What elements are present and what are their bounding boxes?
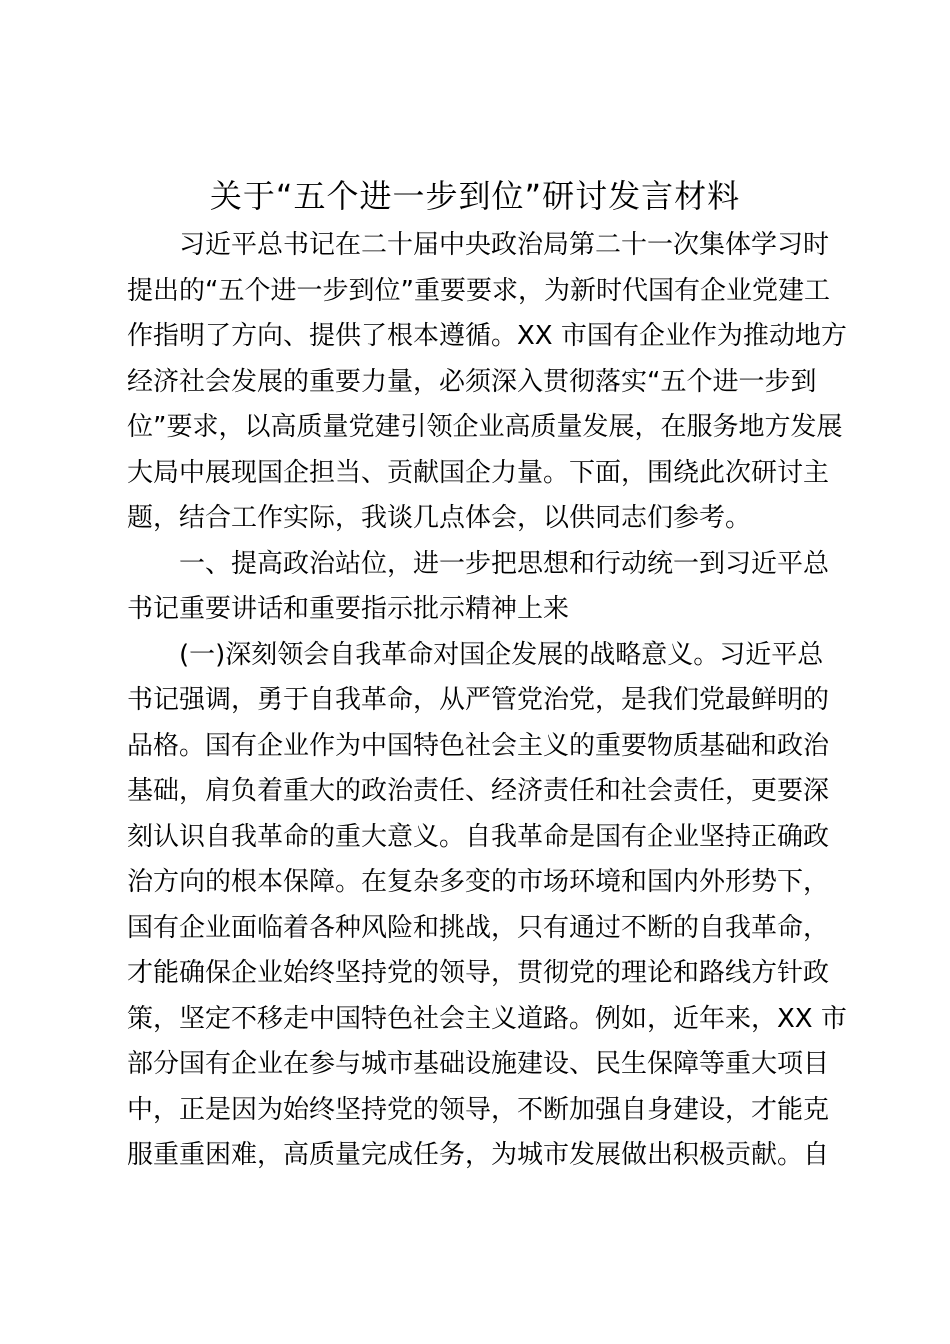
paragraph-line: 基础，肩负着重大的政治责任、经济责任和社会责任，更要深: [127, 776, 830, 806]
paragraph-line: 书记强调，勇于自我革命，从严管党治党，是我们党最鲜明的: [127, 685, 830, 715]
paragraph-line: 经济社会发展的重要力量，必须深入贯彻落实“五个进一步到: [127, 366, 817, 397]
paragraph-line: 作指明了方向、提供了根本遵循。XX 市国有企业作为推动地方: [127, 321, 847, 351]
paragraph-line: 提出的“五个进一步到位”重要要求，为新时代国有企业党建工: [127, 275, 830, 306]
document-body: [127, 223, 847, 1179]
paragraph-line: 服重重困难，高质量完成任务，为城市发展做出积极贡献。自: [127, 1140, 830, 1170]
paragraph-line: 品格。国有企业作为中国特色社会主义的重要物质基础和政治: [127, 730, 830, 761]
paragraph-line: 大局中展现国企担当、贡献国企力量。下面，围绕此次研讨主: [127, 457, 830, 488]
paragraph-line: 策，坚定不移走中国特色社会主义道路。例如，近年来，XX 市: [127, 1003, 847, 1034]
paragraph-line: 中，正是因为始终坚持党的领导，不断加强自身建设，才能克: [127, 1094, 830, 1125]
section-heading-line: 一、提高政治站位，进一步把思想和行动统一到习近平总: [179, 548, 830, 579]
paragraph-line: 位”要求，以高质量党建引领企业高质量发展，在服务地方发展: [127, 412, 843, 442]
paragraph-line: 部分国有企业在参与城市基础设施建设、民生保障等重大项目: [127, 1049, 830, 1079]
paragraph-line: 国有企业面临着各种风险和挑战，只有通过不断的自我革命，: [127, 912, 830, 943]
paragraph-line: (一)深刻领会自我革命对国企发展的战略意义。习近平总: [179, 639, 824, 670]
paragraph-line: 才能确保企业始终坚持党的领导，贯彻党的理论和路线方针政: [127, 958, 830, 988]
paragraph-line: 治方向的根本保障。在复杂多变的市场环境和国内外形势下，: [127, 867, 830, 897]
section-heading-line: 书记重要讲话和重要指示批示精神上来: [127, 594, 570, 624]
document-title: 关于“五个进一步到位”研讨发言材料: [209, 177, 741, 215]
paragraph-line: 刻认识自我革命的重大意义。自我革命是国有企业坚持正确政: [127, 821, 830, 852]
paragraph-line: 习近平总书记在二十届中央政治局第二十一次集体学习时: [179, 230, 830, 260]
paragraph-line: 题，结合工作实际，我谈几点体会，以供同志们参考。: [127, 503, 752, 533]
